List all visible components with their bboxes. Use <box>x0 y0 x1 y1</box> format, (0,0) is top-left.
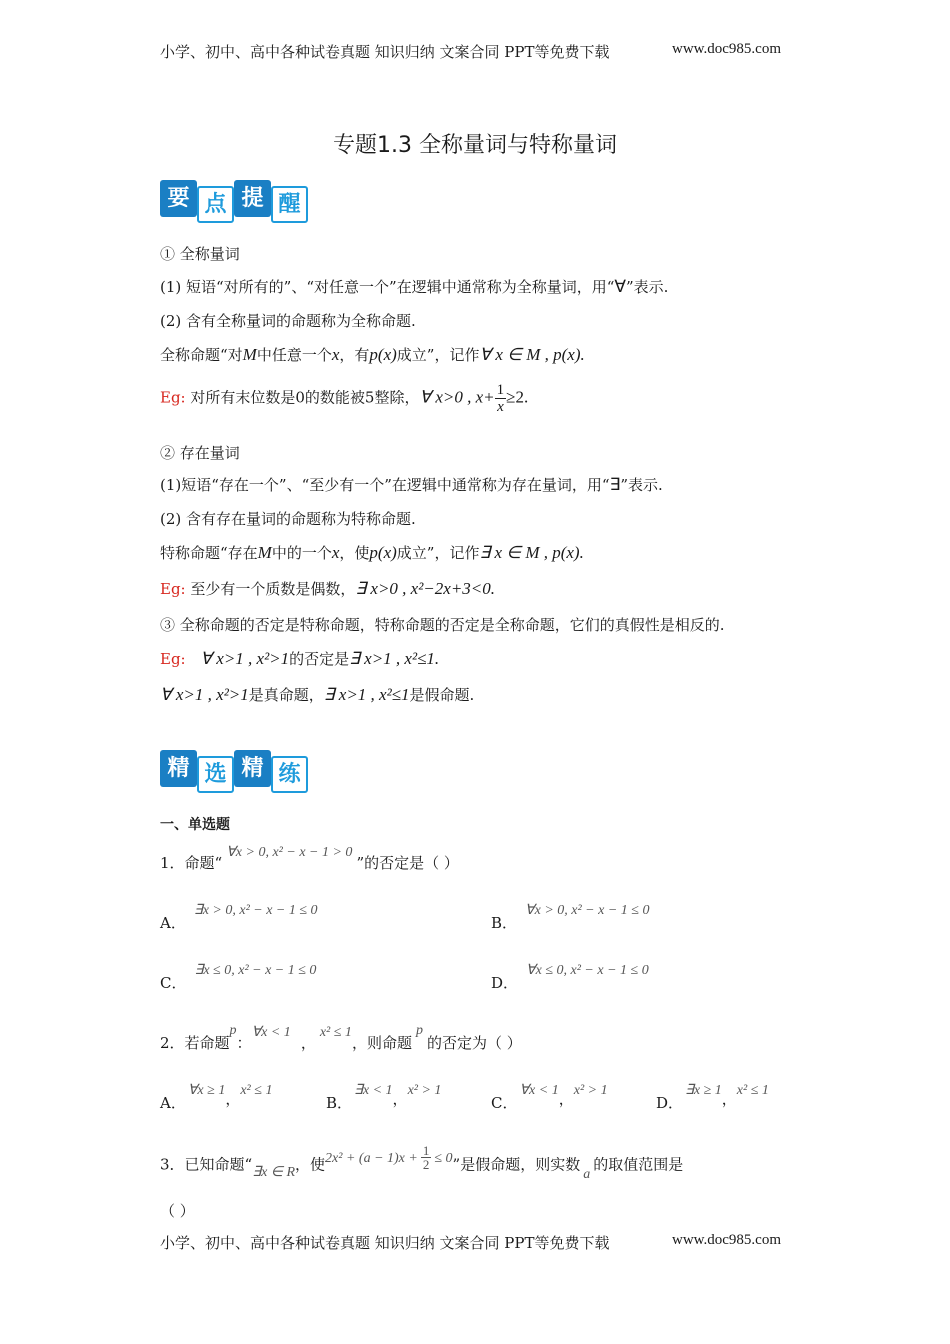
header-url: www.doc985.com <box>672 41 782 57</box>
option-label: B． <box>491 914 518 932</box>
text: 的否定是 <box>289 650 350 668</box>
option-label: C． <box>491 1094 518 1112</box>
s3-example2 <box>160 684 474 705</box>
math: ∀ x>1 , x²>1 <box>200 649 290 668</box>
text: ， <box>300 1034 316 1052</box>
footer-url: www.doc985.com <box>672 1232 782 1248</box>
badge-char: 精 <box>234 750 271 787</box>
text: 成立”，记作 <box>396 544 480 562</box>
text: ”表示. <box>620 476 663 494</box>
option-label: A． <box>160 914 186 932</box>
formula: x² ≤ 1 <box>240 1083 273 1098</box>
math: p(x) <box>369 543 397 562</box>
math: x <box>331 543 340 562</box>
formula: ≤ 0 <box>434 1150 453 1166</box>
math: ∀ x>1 , x²>1 <box>160 685 249 704</box>
s3-heading: ③ 全称命题的否定是特称命题，特称命题的否定是全称命题，它们的真假性是相反的. <box>160 616 725 634</box>
text: ”表示. <box>626 278 669 296</box>
text: 全称命题“对 <box>160 346 243 364</box>
formula: ∀x > 0, x² − x − 1 ≤ 0 <box>525 903 650 918</box>
forall-symbol: ∀ <box>614 277 627 296</box>
formula: ∀x < 1 <box>519 1083 559 1098</box>
eg-label: Eg: <box>160 580 186 598</box>
s1-line2: (2) 含有全称量词的命题称为全称命题. <box>160 312 416 330</box>
header-text: 小学、初中、高中各种试卷真题 知识归纳 文案合同 PPT等免费下载 <box>160 43 610 61</box>
q1-option-a[interactable] <box>160 898 318 932</box>
formula: ∃x ≥ 1 <box>685 1083 722 1098</box>
text: ，则命题 <box>351 1034 412 1052</box>
text: (1)短语“存在一个”、“至少有一个”在逻辑中通常称为存在量词，用“ <box>160 476 610 494</box>
text: 中任意一个 <box>256 346 332 364</box>
text: ，使 <box>295 1155 326 1174</box>
math: ∃ x>1 , x²≤1. <box>349 649 440 668</box>
text: 成立”，记作 <box>396 346 480 364</box>
formula: p <box>229 1023 237 1038</box>
option-label: B． <box>326 1094 353 1112</box>
formula: ∀x < 1 <box>251 1025 291 1040</box>
s1-line1 <box>160 276 668 297</box>
numerator: 1 <box>422 1143 430 1158</box>
text: ，有 <box>339 346 370 364</box>
text: 的取值范围是 <box>593 1155 684 1174</box>
denominator: 2 <box>422 1157 430 1172</box>
q2-option-c[interactable]: C．∀x < 1，x² > 1 <box>491 1083 608 1112</box>
numerator: 1 <box>496 382 505 398</box>
s2-example <box>160 578 495 599</box>
q1-option-c[interactable] <box>160 958 317 992</box>
badge-char: 点 <box>197 186 234 223</box>
q2-option-d[interactable]: D．∃x ≥ 1，x² ≤ 1 <box>656 1083 769 1112</box>
formula: x² > 1 <box>407 1083 442 1098</box>
s2-line3 <box>160 542 584 563</box>
question-1 <box>160 845 459 873</box>
question-3 <box>160 1143 684 1182</box>
math: ∃ x>0 , x²−2x+3<0. <box>355 579 496 598</box>
math: ∃ x>1 , x²≤1 <box>323 685 410 704</box>
text: 是假命题. <box>409 686 475 704</box>
formula: ∀x ≥ 1 <box>187 1083 226 1098</box>
q2-option-a[interactable]: A．∀x ≥ 1，x² ≤ 1 <box>160 1083 273 1112</box>
denominator: x <box>497 399 504 415</box>
badge-char: 要 <box>160 180 197 217</box>
section-heading: 一、单选题 <box>160 817 230 833</box>
formula: ∃x ≤ 0, x² − x − 1 ≤ 0 <box>194 963 317 978</box>
formula: x² > 1 <box>573 1083 608 1098</box>
option-label: D． <box>491 974 519 992</box>
text: 的否定为（ ） <box>426 1034 522 1052</box>
page-footer <box>160 1232 782 1253</box>
badge-char: 精 <box>160 750 197 787</box>
math: M <box>257 543 272 562</box>
text: 2．若命题 <box>160 1034 230 1052</box>
eg-label: Eg: <box>160 650 186 668</box>
text: ”的否定是（ ） <box>356 854 459 872</box>
option-label: D． <box>656 1094 684 1112</box>
math: ≥2. <box>506 387 529 407</box>
key-points-badge <box>160 180 308 225</box>
math: x <box>331 345 340 364</box>
option-label: A． <box>160 1094 186 1112</box>
fraction <box>495 382 507 415</box>
math: ∀ x ∈ M , p(x). <box>479 345 585 364</box>
text: 至少有一个质数是偶数， <box>190 580 356 598</box>
badge-char: 提 <box>234 180 271 217</box>
text: 中的一个 <box>271 544 332 562</box>
math: ∀ x>0 , x+ <box>419 387 495 407</box>
q1-option-d[interactable] <box>491 958 649 992</box>
formula: 2x² + (a − 1)x + <box>325 1150 418 1166</box>
s2-line1 <box>160 474 663 495</box>
exists-symbol: ∃ <box>609 475 621 494</box>
formula: p <box>415 1023 423 1038</box>
badge-char: 练 <box>271 756 308 793</box>
practice-badge <box>160 750 308 795</box>
badge-char: 选 <box>197 756 234 793</box>
footer-text: 小学、初中、高中各种试卷真题 知识归纳 文案合同 PPT等免费下载 <box>160 1234 610 1252</box>
s2-line2: (2) 含有存在量词的命题称为特称命题. <box>160 510 416 528</box>
text: 是真命题， <box>248 686 324 704</box>
eg-label: Eg: <box>160 388 186 407</box>
fraction <box>421 1144 432 1171</box>
text: 1．命题“ <box>160 854 223 872</box>
text: ： <box>236 1034 252 1052</box>
formula: ∃x ∈ R <box>252 1164 296 1180</box>
q1-option-b[interactable] <box>491 898 650 932</box>
text: ，使 <box>339 544 370 562</box>
q2-option-b[interactable]: B．∃x < 1，x² > 1 <box>326 1083 442 1112</box>
question-3-line2: （ ） <box>160 1202 195 1220</box>
s2-heading: ② 存在量词 <box>160 444 240 462</box>
math: ∃ x ∈ M , p(x). <box>479 543 584 562</box>
option-label: C． <box>160 974 187 992</box>
badge-char: 醒 <box>271 186 308 223</box>
s1-example <box>160 382 528 415</box>
text: 特称命题“存在 <box>160 544 258 562</box>
formula: a <box>583 1166 591 1182</box>
s3-example1 <box>160 648 439 669</box>
page-title: 专题1.3 全称量词与特称量词 <box>333 133 617 158</box>
s1-line3 <box>160 344 585 365</box>
text: 3．已知命题“ <box>160 1155 253 1174</box>
question-2 <box>160 1023 522 1053</box>
text: ”是假命题，则实数 <box>452 1155 581 1174</box>
formula: ∀x > 0, x² − x − 1 > 0 <box>226 845 353 860</box>
formula: ∀x ≤ 0, x² − x − 1 ≤ 0 <box>526 963 649 978</box>
math: p(x) <box>369 345 397 364</box>
formula: x² ≤ 1 <box>319 1025 352 1040</box>
formula: ∃x < 1 <box>354 1083 393 1098</box>
formula: x² ≤ 1 <box>736 1083 769 1098</box>
s1-heading: ① 全称量词 <box>160 245 240 263</box>
formula: ∃x > 0, x² − x − 1 ≤ 0 <box>193 903 318 918</box>
page-header <box>160 41 782 62</box>
text: 对所有末位数是0的数能被5整除， <box>190 388 420 407</box>
math: M <box>242 345 257 364</box>
text: (1) 短语“对所有的”、“对任意一个”在逻辑中通常称为全称量词，用“ <box>160 278 615 296</box>
